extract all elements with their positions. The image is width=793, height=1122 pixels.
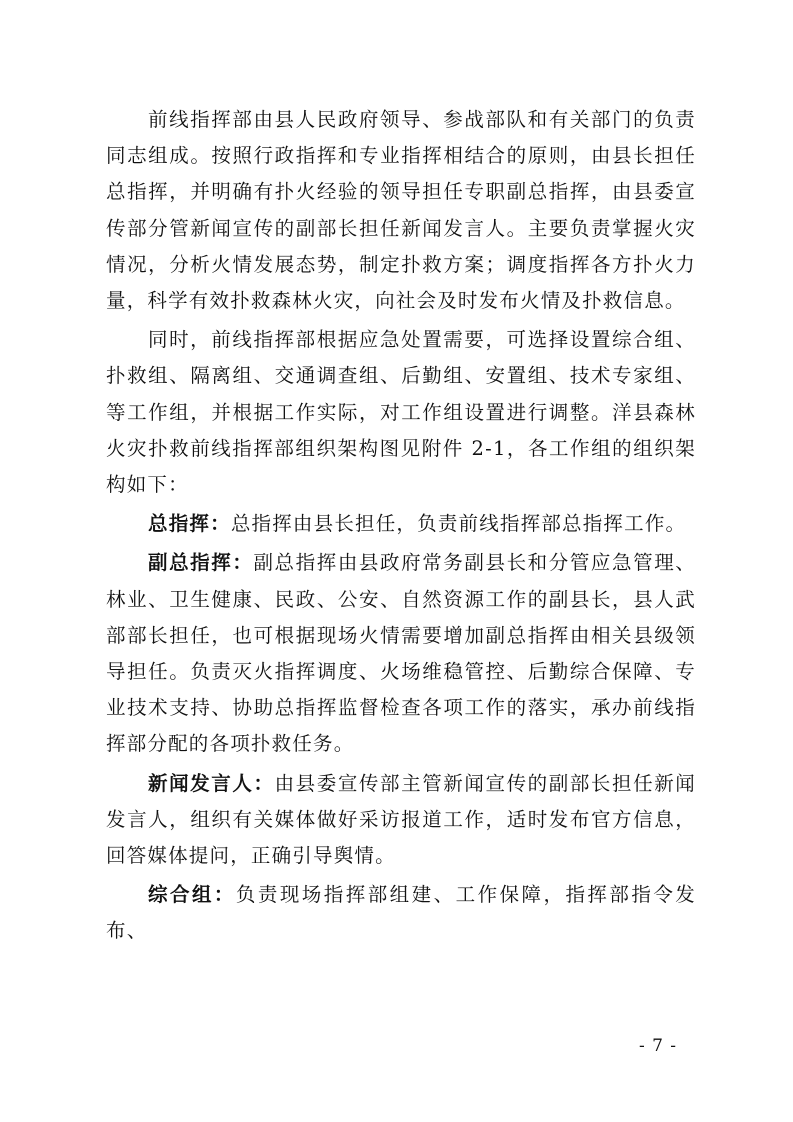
general-group-text: 负责现场指挥部组建、工作保障，指挥部指令发布、 [106, 883, 696, 943]
spokesperson-heading: 新闻发言人： [148, 771, 275, 795]
paragraph-1 [106, 102, 696, 319]
deputy-commander-text: 副总指挥由县政府常务副县长和分管应急管理、林业、卫生健康、民政、公安、自然资源工作的副县长，县人武部部长担任，也可根据现场火情需要增加副总指挥由相关县级领导担任。负责灭火指挥调度、火场维稳管控、后勤综合保障、专业技术支持、协助总指挥监督检查各项工作的落实，承办前线指挥部分配的各项扑救任务。 [106, 551, 696, 756]
paragraph-general-group [106, 877, 696, 949]
paragraph-2 [106, 322, 696, 503]
paragraph-deputy-commander [106, 545, 696, 762]
paragraph-spokesperson [106, 766, 696, 875]
document-page [106, 102, 696, 950]
commander-text: 总指挥由县长担任，负责前线指挥部总指挥工作。 [230, 512, 687, 536]
paragraph-1-text: 前线指挥部由县人民政府领导、参战部队和有关部门的负责同志组成。按照行政指挥和专业指挥相结合的原则，由县长担任总指挥，并明确有扑火经验的领导担任专职副总指挥，由县委宣传部分管新闻宣传的副部长担任新闻发言人。主要负责掌握火灾情况，分析火情发展态势，制定扑救方案；调度指挥各方扑火力量，科学有效扑救森林火灾，向社会及时发布火情及扑救信息。 [106, 108, 696, 313]
commander-heading: 总指挥： [148, 512, 231, 536]
deputy-commander-heading: 副总指挥： [148, 551, 254, 575]
spokesperson-text: 由县委宣传部主管新闻宣传的副部长担任新闻发言人，组织有关媒体做好采访报道工作，适时发布官方信息，回答媒体提问，正确引导舆情。 [106, 771, 696, 868]
paragraph-commander [106, 506, 696, 542]
page-number: - 7 - [638, 1036, 678, 1056]
general-group-heading: 综合组： [148, 883, 236, 907]
paragraph-2-text: 同时，前线指挥部根据应急处置需要，可选择设置综合组、扑救组、隔离组、交通调查组、后勤组、安置组、技术专家组、等工作组，并根据工作实际，对工作组设置进行调整。洋县森林火灾扑救前线指挥部组织架构图见附件 2-1，各工作组的组织架构如下： [106, 328, 696, 497]
